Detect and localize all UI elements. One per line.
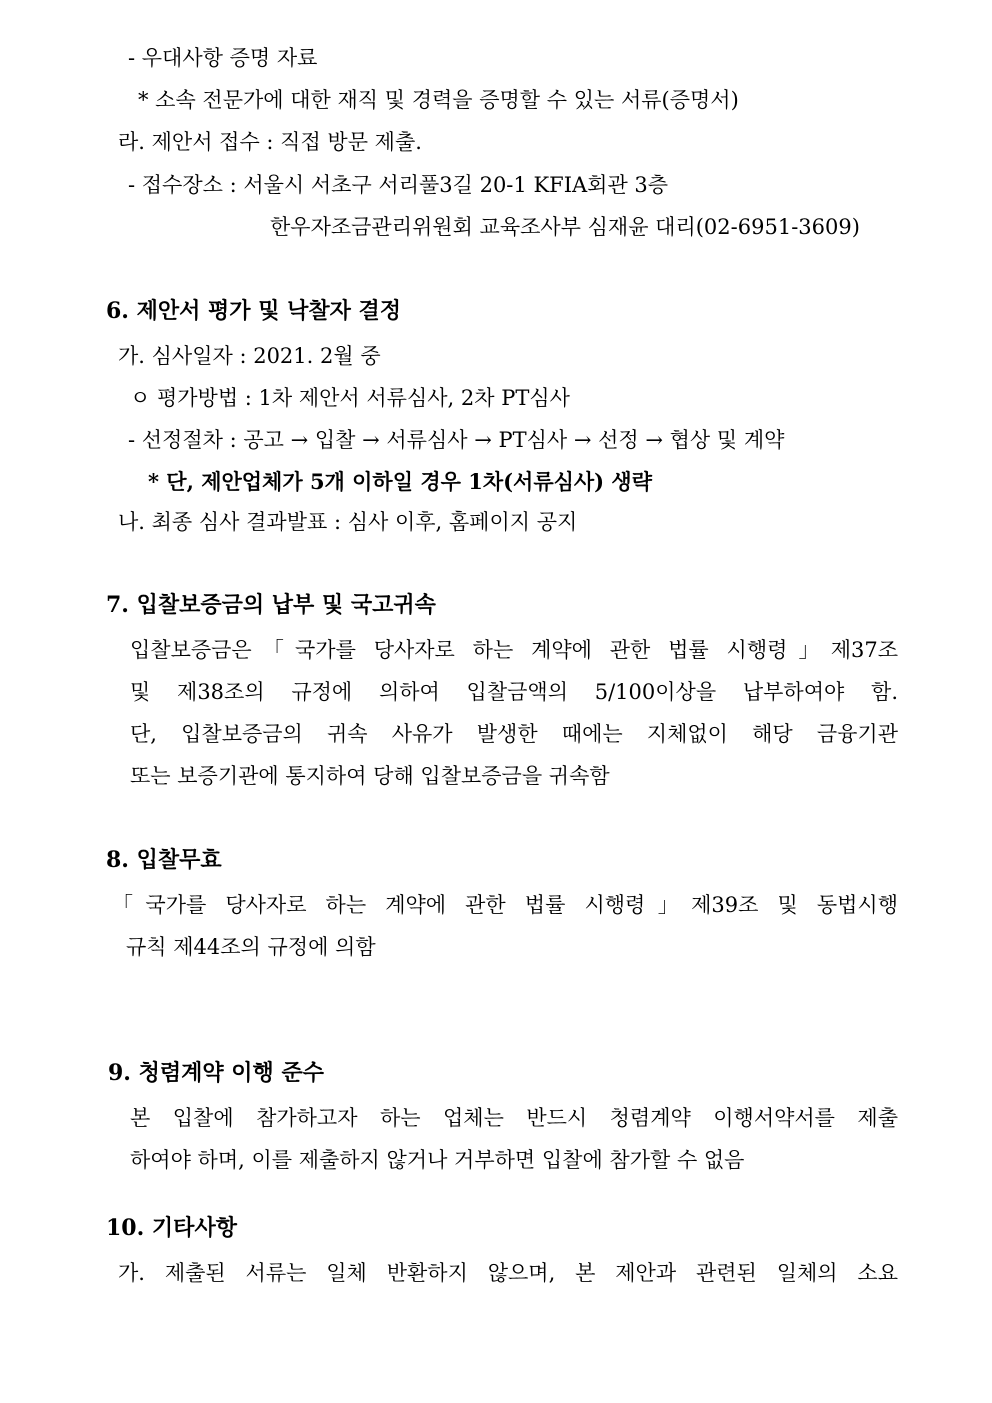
bid-bond-paragraph-line-4: 또는 보증기관에 통지하여 당해 입찰보증금을 귀속함 [130, 764, 610, 788]
document-review-skip-note: * 단, 제안업체가 5개 이하일 경우 1차(서류심사) 생략 [148, 469, 652, 494]
bid-invalidation-line-1: 「국가를 당사자로 하는 계약에 관한 법률 시행령」제39조 및 동법시행 [112, 893, 898, 917]
section-10-heading: 10. 기타사항 [106, 1215, 237, 1241]
submission-location-item: - 접수장소 : 서울시 서초구 서리풀3길 20-1 KFIA회관 3층 [128, 173, 669, 197]
section-6-heading: 6. 제안서 평가 및 낙찰자 결정 [106, 298, 402, 324]
bid-bond-paragraph-line-2: 및 제38조의 규정에 의하여 입찰금액의 5/100이상을 납부하여야 함. [130, 680, 898, 704]
bid-bond-paragraph-line-3: 단, 입찰보증금의 귀속 사유가 발생한 때에는 지체없이 해당 금융기관 [130, 722, 898, 746]
selection-procedure-item: - 선정절차 : 공고 → 입찰 → 서류심사 → PT심사 → 선정 → 협상 및 계약 [128, 428, 785, 452]
section-8-heading: 8. 입찰무효 [106, 847, 222, 873]
misc-item-line-1: 가. 제출된 서류는 일체 반환하지 않으며, 본 제안과 관련된 일체의 소요 [118, 1261, 898, 1285]
integrity-contract-line-1: 본 입찰에 참가하고자 하는 업체는 반드시 청렴계약 이행서약서를 제출 [130, 1106, 898, 1130]
proposal-submission-item: 라. 제안서 접수 : 직접 방문 제출. [118, 130, 422, 154]
expert-certificate-note: * 소속 전문가에 대한 재직 및 경력을 증명할 수 있는 서류(증명서) [138, 88, 739, 112]
review-date-item: 가. 심사일자 : 2021. 2월 중 [118, 344, 381, 368]
integrity-contract-line-2: 하여야 하며, 이를 제출하지 않거나 거부하면 입찰에 참가할 수 없음 [130, 1148, 745, 1172]
submission-contact-line: 한우자조금관리위원회 교육조사부 심재윤 대리(02-6951-3609) [270, 215, 860, 239]
bid-bond-paragraph-line-1: 입찰보증금은「국가를 당사자로 하는 계약에 관한 법률 시행령」제37조 [130, 638, 898, 662]
final-result-announcement-item: 나. 최종 심사 결과발표 : 심사 이후, 홈페이지 공지 [118, 510, 578, 534]
evaluation-method-item: ㅇ 평가방법 : 1차 제안서 서류심사, 2차 PT심사 [130, 386, 570, 410]
bid-invalidation-line-2: 규칙 제44조의 규정에 의함 [126, 935, 376, 959]
section-9-heading: 9. 청렴계약 이행 준수 [108, 1060, 324, 1086]
section-7-heading: 7. 입찰보증금의 납부 및 국고귀속 [106, 592, 436, 618]
preferential-proof-item: - 우대사항 증명 자료 [128, 46, 318, 70]
